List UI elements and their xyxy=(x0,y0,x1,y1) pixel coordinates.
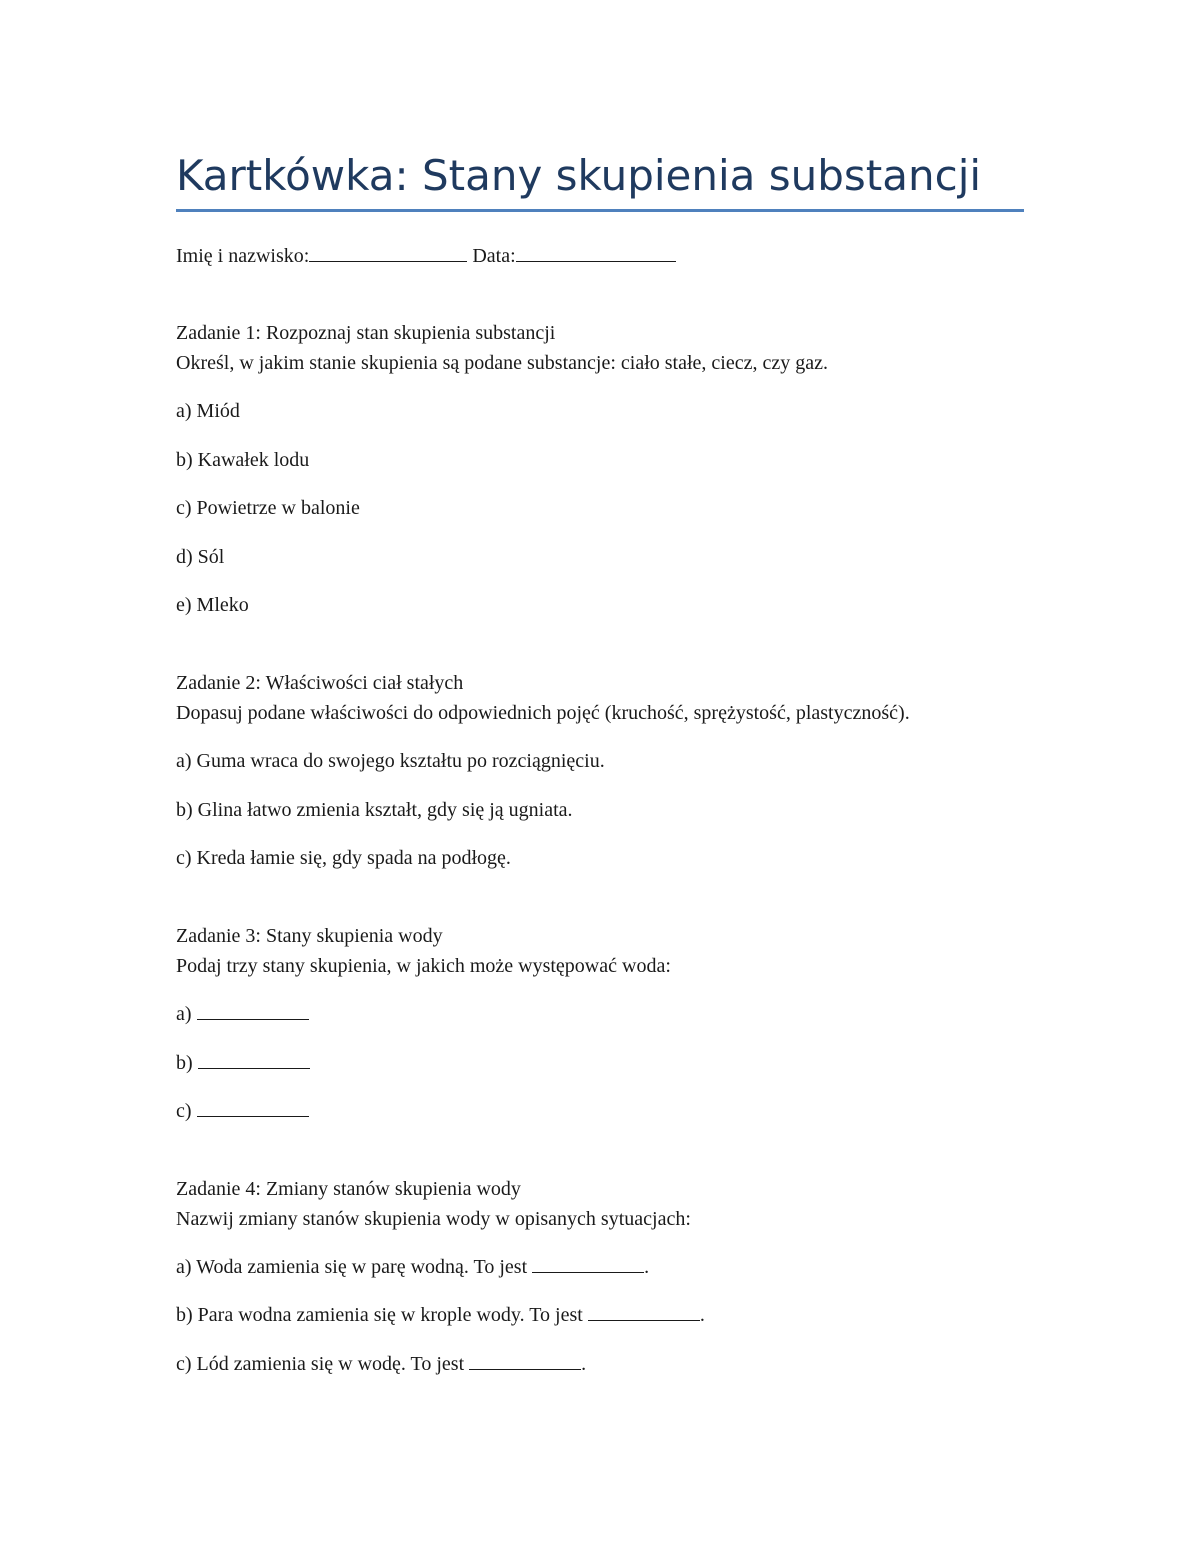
task-1-item-c: c) Powietrze w balonie xyxy=(176,497,360,519)
answer-blank[interactable] xyxy=(198,1050,310,1069)
answer-blank[interactable] xyxy=(588,1302,700,1321)
task-3-instruction: Podaj trzy stany skupienia, w jakich może występować woda: xyxy=(176,955,671,977)
task-3-item-a-label: a) xyxy=(176,1003,192,1025)
task-4-item-c xyxy=(176,1351,586,1377)
sentence-end: . xyxy=(581,1353,587,1375)
task-3-item-c-label: c) xyxy=(176,1100,192,1122)
task-4-item-b xyxy=(176,1302,705,1328)
sentence-end: . xyxy=(699,1304,705,1326)
date-label: Data: xyxy=(472,245,516,267)
task-1-item-b: b) Kawałek lodu xyxy=(176,449,310,471)
answer-blank[interactable] xyxy=(469,1351,581,1370)
page-title: Kartkówka: Stany skupienia substancji xyxy=(176,151,982,200)
task-4-heading: Zadanie 4: Zmiany stanów skupienia wody xyxy=(176,1178,521,1200)
answer-blank[interactable] xyxy=(532,1254,644,1273)
task-2-instruction: Dopasuj podane właściwości do odpowiednich pojęć (kruchość, sprężystość, plastyczność). xyxy=(176,702,910,724)
task-3-item-c xyxy=(176,1098,309,1124)
task-4-item-a xyxy=(176,1254,649,1280)
task-2-item-a: a) Guma wraca do swojego kształtu po rozciągnięciu. xyxy=(176,750,605,772)
task-2-heading: Zadanie 2: Właściwości ciał stałych xyxy=(176,672,464,694)
task-1-instruction: Określ, w jakim stanie skupienia są podane substancje: ciało stałe, ciecz, czy gaz. xyxy=(176,352,828,374)
task-1-item-a: a) Miód xyxy=(176,400,240,422)
title-underline xyxy=(176,209,1024,212)
name-blank[interactable] xyxy=(309,243,467,262)
student-info-line xyxy=(176,243,676,269)
sentence-end: . xyxy=(644,1256,650,1278)
task-3-heading: Zadanie 3: Stany skupienia wody xyxy=(176,925,443,947)
date-blank[interactable] xyxy=(516,243,676,262)
task-1-item-e: e) Mleko xyxy=(176,594,249,616)
task-3-item-a xyxy=(176,1001,309,1027)
task-1-item-d: d) Sól xyxy=(176,546,225,568)
task-3-item-b-label: b) xyxy=(176,1052,193,1074)
task-3-item-b xyxy=(176,1050,310,1076)
task-4-instruction: Nazwij zmiany stanów skupienia wody w opisanych sytuacjach: xyxy=(176,1208,691,1230)
task-1-heading: Zadanie 1: Rozpoznaj stan skupienia substancji xyxy=(176,322,556,344)
name-label: Imię i nazwisko: xyxy=(176,245,310,267)
task-4-item-c-text: c) Lód zamienia się w wodę. To jest xyxy=(176,1353,465,1375)
task-2-item-b: b) Glina łatwo zmienia kształt, gdy się ją ugniata. xyxy=(176,799,573,821)
task-4-item-a-text: a) Woda zamienia się w parę wodną. To jest xyxy=(176,1256,528,1278)
answer-blank[interactable] xyxy=(197,1001,309,1020)
task-2-item-c: c) Kreda łamie się, gdy spada na podłogę. xyxy=(176,847,511,869)
task-4-item-b-text: b) Para wodna zamienia się w krople wody. To jest xyxy=(176,1304,583,1326)
answer-blank[interactable] xyxy=(197,1098,309,1117)
